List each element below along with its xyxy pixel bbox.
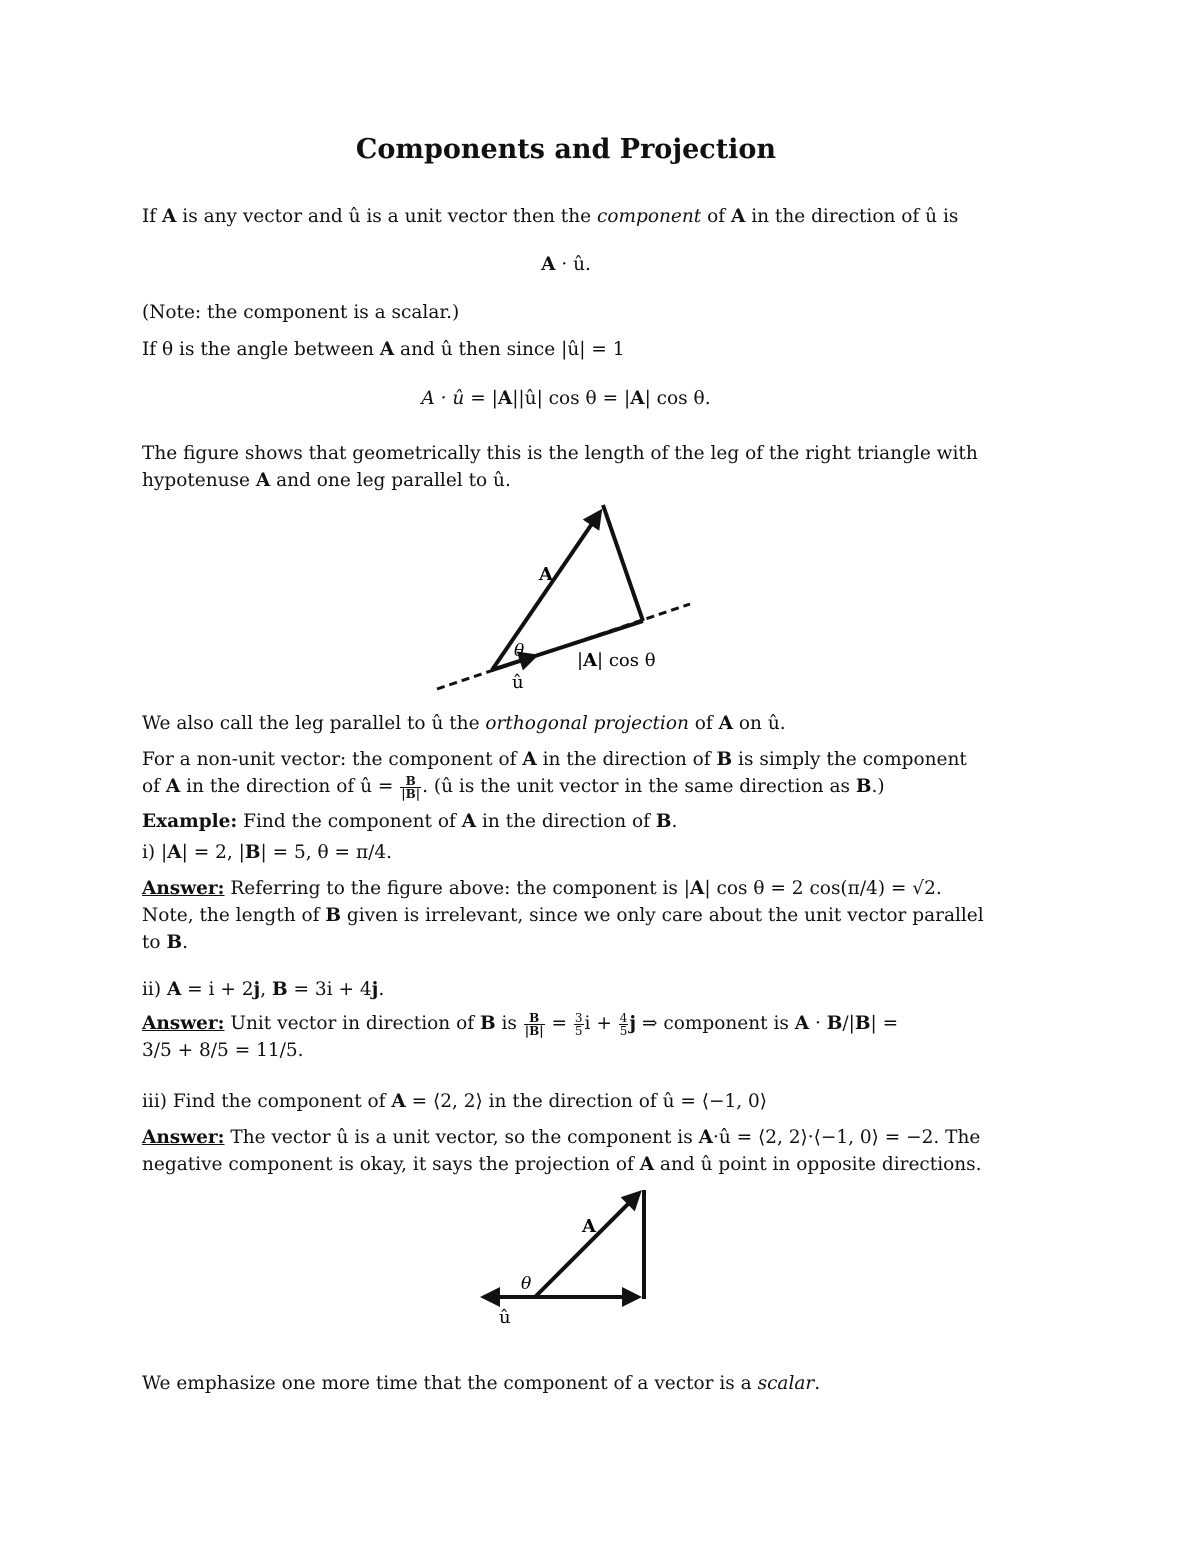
text: Referring to the figure above: the component is | [224,878,691,899]
text: given is irrelevant, since we only care about the unit vector parallel [341,905,984,926]
vector-a: A [583,650,598,671]
numerator: B [400,775,421,788]
vector-a: A [461,811,477,832]
text: and û point in opposite directions. [654,1154,982,1175]
term-orthogonal-projection: orthogonal projection [485,713,689,734]
text: of [688,713,719,734]
text: i + [584,1013,618,1034]
vector-a: A [541,254,556,275]
vector-a: A [522,749,537,770]
vector-a: A [794,1013,810,1034]
text: | = 5, θ = π/4. [260,842,392,863]
vector-a: A [165,776,181,797]
vector-b: B [826,1013,843,1034]
vector-a: A [391,1091,406,1112]
vector-a-label: A [582,1216,596,1237]
text: is simply the component [732,749,967,770]
text: = ⟨2, 2⟩ in the direction of û = ⟨−1, 0⟩ [405,1091,768,1112]
vector-b: B [655,811,672,832]
text: iii) Find the component of [142,1091,392,1112]
text: and one leg parallel to û. [270,470,511,491]
example-label: Example: [142,811,238,832]
text: | [577,650,584,671]
denominator: 5 [619,1023,628,1038]
text: ⇒ component is [636,1013,795,1034]
vector-a: A [730,206,746,227]
text: . [671,811,678,832]
text: in the direction of [476,811,656,832]
text: negative component is okay, it says the projection of [142,1154,640,1175]
vector-a: A [255,470,271,491]
vector-a: A [630,388,645,409]
leg-length-label [577,650,656,671]
angle-label: θ [521,1274,532,1294]
text: , [260,979,272,1000]
text: = 3i + 4 [287,979,372,1000]
vector-b: B [716,749,733,770]
denominator: |B| [401,786,421,801]
text: in the direction of û = [180,776,400,797]
text: on û. [733,713,786,734]
denominator: 5 [574,1023,583,1038]
text: of [142,776,166,797]
vector-b: B [271,979,288,1000]
vector-a: A [698,1127,713,1148]
text: .) [871,776,885,797]
text: to [142,932,167,953]
term-scalar: scalar [757,1373,815,1394]
text: If θ is the angle between [142,339,380,360]
vector-b: B [855,776,872,797]
text: Find the component of [237,811,462,832]
answer-label: Answer: [142,1013,225,1034]
vector-b: B [325,905,342,926]
text: · û. [555,254,591,275]
unit-vector-label: û [512,672,524,693]
numerator: 4 [619,1010,628,1025]
vector-b: B [166,932,183,953]
vector-a-arrow [492,512,600,670]
vector-b: B [854,1013,871,1034]
text: A · û = | [421,388,498,409]
text: | = 2, | [181,842,245,863]
vector-a: A [690,878,705,899]
text: . [378,979,385,1000]
vector-a-label: A [539,564,553,585]
text: in the direction of û is [745,206,959,227]
numerator: 3 [574,1010,583,1025]
text: is any vector and û is a unit vector then the [176,206,597,227]
numerator: B [524,1012,545,1025]
vector-a: A [162,206,177,227]
text: is [495,1013,523,1034]
text-line: 3/5 + 8/5 = 11/5. [142,1040,304,1061]
text: i) | [142,842,168,863]
vector-a: A [167,842,182,863]
figure-2 [484,1190,644,1328]
vector-a: A [166,979,182,1000]
vector-j: j [371,979,379,1000]
text: . [814,1373,821,1394]
figure-1 [437,505,690,693]
text: and û then since |û| = 1 [394,339,625,360]
text: For a non-unit vector: the component of [142,749,523,770]
text: ||û| cos θ = | [512,388,631,409]
text: = [545,1013,573,1034]
vector-a: A [718,713,733,734]
text: We also call the leg parallel to û the [142,713,486,734]
note-scalar: (Note: the component is a scalar.) [142,302,460,323]
angle-label: θ [514,641,525,661]
vector-a: A [497,388,513,409]
text: /| [842,1013,855,1034]
vector-a-arrow [535,1193,639,1297]
vector-a: A [639,1154,655,1175]
text: We emphasize one more time that the component of a vector is a [142,1373,758,1394]
text: in the direction of [536,749,717,770]
text: The vector û is a unit vector, so the component is [224,1127,699,1148]
vector-b: B [479,1013,496,1034]
text: . (û is the unit vector in the same direction as [422,776,856,797]
unit-vector-label: û [499,1307,511,1328]
text: Unit vector in direction of [224,1013,480,1034]
text: hypotenuse [142,470,256,491]
term-component: component [596,206,702,227]
text: If [142,206,163,227]
text: The figure shows that geometrically this is the length of the leg of the right triangle with [142,443,978,464]
text: | cos θ. [644,388,711,409]
vector-a: A [379,339,395,360]
text: . [182,932,188,953]
text: ii) [142,979,167,1000]
vector-j: j [253,979,261,1000]
answer-label: Answer: [142,1127,225,1148]
perpendicular-leg [603,505,643,621]
vector-j: j [629,1013,637,1034]
text: | cos θ [597,650,656,671]
answer-label: Answer: [142,878,225,899]
text: of [701,206,731,227]
text: Note, the length of [142,905,326,926]
text: ·û = ⟨2, 2⟩·⟨−1, 0⟩ = −2. The [712,1127,981,1148]
vector-b: B [244,842,261,863]
text: = i + 2 [181,979,254,1000]
page-title: Components and Projection [355,134,777,165]
denominator: |B| [524,1023,544,1038]
text: | cos θ = 2 cos(π/4) = √2. [704,878,942,899]
text: · [809,1013,827,1034]
text: | = [870,1013,899,1034]
